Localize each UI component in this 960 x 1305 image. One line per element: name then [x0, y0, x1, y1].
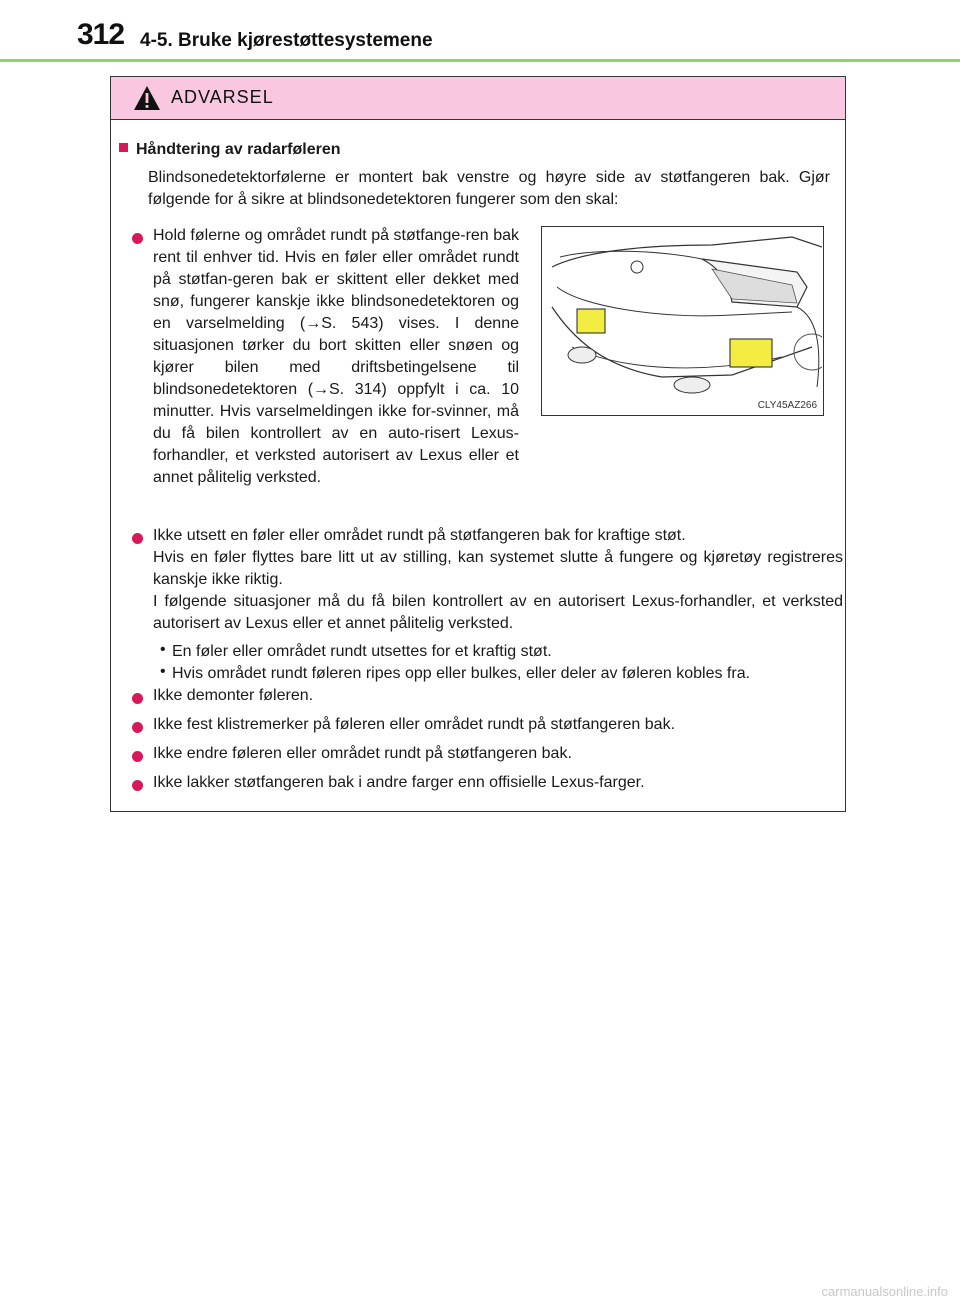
warning-box — [110, 76, 846, 812]
section-title: 4-5. Bruke kjørestøttesystemene — [140, 30, 433, 51]
warning-header — [111, 77, 845, 120]
bullet-dot-icon — [132, 780, 143, 791]
sub-bullet-marker: • — [160, 663, 166, 680]
right-sensor-marker — [730, 339, 772, 367]
square-bullet-icon — [119, 143, 128, 152]
sub-bullet-marker: • — [160, 641, 166, 658]
page-header — [0, 0, 960, 62]
sub-heading — [119, 141, 341, 159]
bullet-no-stickers: Ikke fest klistremerker på føleren eller området rundt på støtfangeren bak. — [153, 716, 676, 733]
bullet-no-paint: Ikke lakker støtfangeren bak i andre farger enn offisielle Lexus-farger. — [153, 774, 645, 791]
header-rule — [0, 59, 960, 62]
warning-triangle-icon — [133, 85, 161, 111]
figure-code: CLY45AZ266 — [757, 400, 817, 411]
bullet-impact-situations: I følgende situasjoner må du få bilen kontrollert av en autorisert Lexus-forhandler, et verksted autorisert av Lexus eller et annet pålitelig verksted. — [153, 593, 843, 632]
sub-item-scratched: Hvis området rundt føleren ripes opp eller bulkes, eller deler av føleren kobles fra. — [172, 665, 751, 682]
rear-bumper-illustration — [541, 226, 824, 416]
car-rear-drawing — [542, 227, 822, 414]
sub-item-strong-impact: En føler eller området rundt utsettes for et kraftig støt. — [172, 643, 552, 660]
warning-title: ADVARSEL — [171, 87, 274, 107]
bullet-impact-line1: Ikke utsett en føler eller området rundt på støtfangeren bak for kraftige støt. — [153, 527, 686, 544]
bullet-dot-icon — [132, 751, 143, 762]
bullet-dot-icon — [132, 233, 143, 244]
page-number: 312 — [77, 18, 125, 51]
intro-text: Blindsonedetektorfølerne er montert bak venstre og høyre side av støtfangeren bak. Gjør følgende for å sikre at blindsonedetektoren fungerer som den skal: — [148, 169, 830, 208]
bullet-clean-sensors: Hold følerne og området rundt på støtfange-ren bak rent til enhver tid. Hvis en føler eller området rundt på støtfan-geren bak er skittent eller dekket med snø, fungerer kanskje ikke blindsonedetektoren og en varselmelding (→S. 543) vises. I denne situasjonen tørker du bort skitten eller snøen og kjører bilen med driftsbetingelsene til blindsonedetektoren (→S. 314) oppfylt i ca. 10 minutter. Hvis varselmeldingen ikke for-svinner, må du få bilen kontrollert av en auto-risert Lexus-forhandler, et verksted autorisert av Lexus eller et annet pålitelig verksted. — [153, 227, 519, 486]
watermark: carmanualsonline.info — [821, 1284, 948, 1299]
left-sensor-marker — [577, 309, 605, 333]
sub-heading-text: Håndtering av radarføleren — [136, 141, 341, 158]
bullet-no-modify: Ikke endre føleren eller området rundt på støtfangeren bak. — [153, 745, 572, 762]
bullet-no-disassemble: Ikke demonter føleren. — [153, 687, 314, 704]
bullet-dot-icon — [132, 722, 143, 733]
bullet-impact-detail: Hvis en føler flyttes bare litt ut av stilling, kan systemet slutte å fungere og kjøretøy registreres kanskje ikke riktig. — [153, 549, 843, 588]
bullet-dot-icon — [132, 533, 143, 544]
bullet-dot-icon — [132, 693, 143, 704]
